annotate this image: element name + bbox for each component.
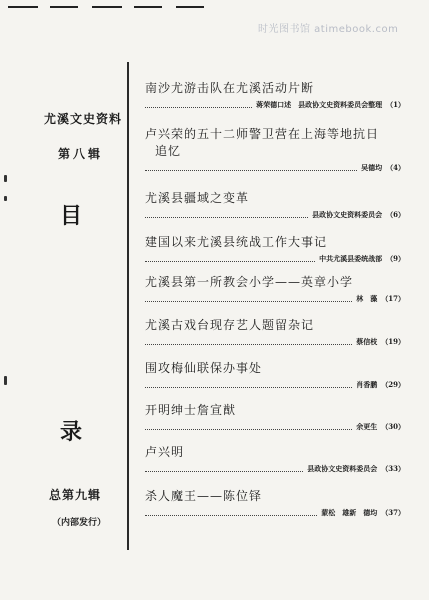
- entry-byline: [145, 337, 405, 347]
- top-rule-segment: [176, 6, 204, 8]
- entry-author: 余更生: [356, 422, 378, 431]
- entry-page: （33）: [381, 464, 405, 473]
- entry-title: 南沙尤游击队在尤溪活动片断: [145, 81, 315, 95]
- toc-entry: [145, 360, 405, 390]
- dot-leader: [145, 216, 308, 218]
- entry-title: 尤溪古戏台现存艺人题留杂记: [145, 318, 315, 332]
- dot-leader: [145, 470, 303, 472]
- dot-leader: [145, 428, 352, 430]
- entry-page: （1）: [386, 100, 405, 109]
- toc-entry: [145, 234, 405, 264]
- entry-author: 蒙松 雄新 德均: [321, 508, 378, 517]
- entry-byline: [145, 380, 405, 390]
- total-volume-label: 总第九辑: [49, 488, 102, 502]
- entry-title: 杀人魔王——陈位铎: [145, 489, 263, 503]
- toc-entry: [145, 190, 405, 220]
- entry-title: 尤溪县疆域之变革: [145, 191, 250, 205]
- top-rule-segment: [134, 6, 162, 8]
- entry-title: 卢兴荣的五十二师警卫营在上海等地抗日: [145, 127, 380, 141]
- entry-byline: [145, 163, 405, 173]
- edge-mark: [4, 175, 7, 182]
- entry-byline: [145, 294, 405, 304]
- top-rule-segment: [50, 6, 78, 8]
- entry-page: （19）: [381, 337, 405, 346]
- dot-leader: [145, 260, 315, 262]
- dot-leader: [145, 169, 357, 171]
- entry-byline: [145, 464, 405, 474]
- entry-byline: [145, 210, 405, 220]
- internal-distribution-note: （内部发行）: [52, 518, 107, 528]
- top-border: [0, 0, 429, 16]
- watermark: 时光图书馆 atimebook.com: [258, 24, 399, 35]
- toc-entry: [145, 317, 405, 347]
- entry-title-continued: 追忆: [155, 144, 182, 158]
- toc-entry: [145, 444, 405, 474]
- entry-page: （17）: [381, 294, 405, 303]
- toc-entry: [145, 402, 405, 432]
- entry-byline: [145, 508, 405, 518]
- dot-leader: [145, 386, 352, 388]
- toc-entry: [145, 488, 405, 518]
- entry-author: 县政协文史资料委员会: [307, 464, 378, 473]
- entry-title: 建国以来尤溪县统战工作大事记: [145, 235, 328, 249]
- entry-author: 肖香鹏: [356, 380, 378, 389]
- entry-page: （30）: [381, 422, 405, 431]
- entry-author: 蒋荣德口述 县政协文史资料委员会整理: [256, 100, 383, 109]
- entry-page: （6）: [386, 210, 405, 219]
- entry-title: 开明绅士詹宣猷: [145, 403, 237, 417]
- entry-byline: [145, 100, 405, 110]
- entry-page: （9）: [386, 254, 405, 263]
- top-rule-segment: [92, 6, 122, 8]
- volume-label: 第八辑: [58, 147, 104, 161]
- edge-mark: [4, 196, 7, 201]
- toc-entry: [145, 274, 405, 304]
- vertical-divider: [127, 62, 129, 550]
- entry-page: （37）: [381, 508, 405, 517]
- entry-page: （29）: [381, 380, 405, 389]
- dot-leader: [145, 106, 252, 108]
- top-rule-segment: [8, 6, 38, 8]
- entry-author: 中共尤溪县委统战部: [319, 254, 383, 263]
- series-title: 尤溪文史资料: [44, 112, 123, 126]
- dot-leader: [145, 343, 352, 345]
- dot-leader: [145, 514, 317, 516]
- entry-title: 尤溪县第一所教会小学——英章小学: [145, 275, 354, 289]
- entry-title: 卢兴明: [145, 445, 185, 459]
- dot-leader: [145, 300, 352, 302]
- entry-author: 吴德均: [361, 163, 383, 172]
- entry-title: 围攻梅仙联保办事处: [145, 361, 263, 375]
- toc-heading-char: 目: [60, 203, 83, 229]
- entry-byline: [145, 422, 405, 432]
- entry-author: 县政协文史资料委员会: [312, 210, 383, 219]
- toc-entry: [145, 126, 405, 173]
- toc-entry: [145, 80, 405, 110]
- entry-page: （4）: [386, 163, 405, 172]
- entry-author: 林 藻: [356, 294, 378, 303]
- entry-byline: [145, 254, 405, 264]
- toc-heading-char: 录: [60, 419, 83, 445]
- entry-author: 蔡信枝: [356, 337, 378, 346]
- edge-mark: [4, 376, 7, 385]
